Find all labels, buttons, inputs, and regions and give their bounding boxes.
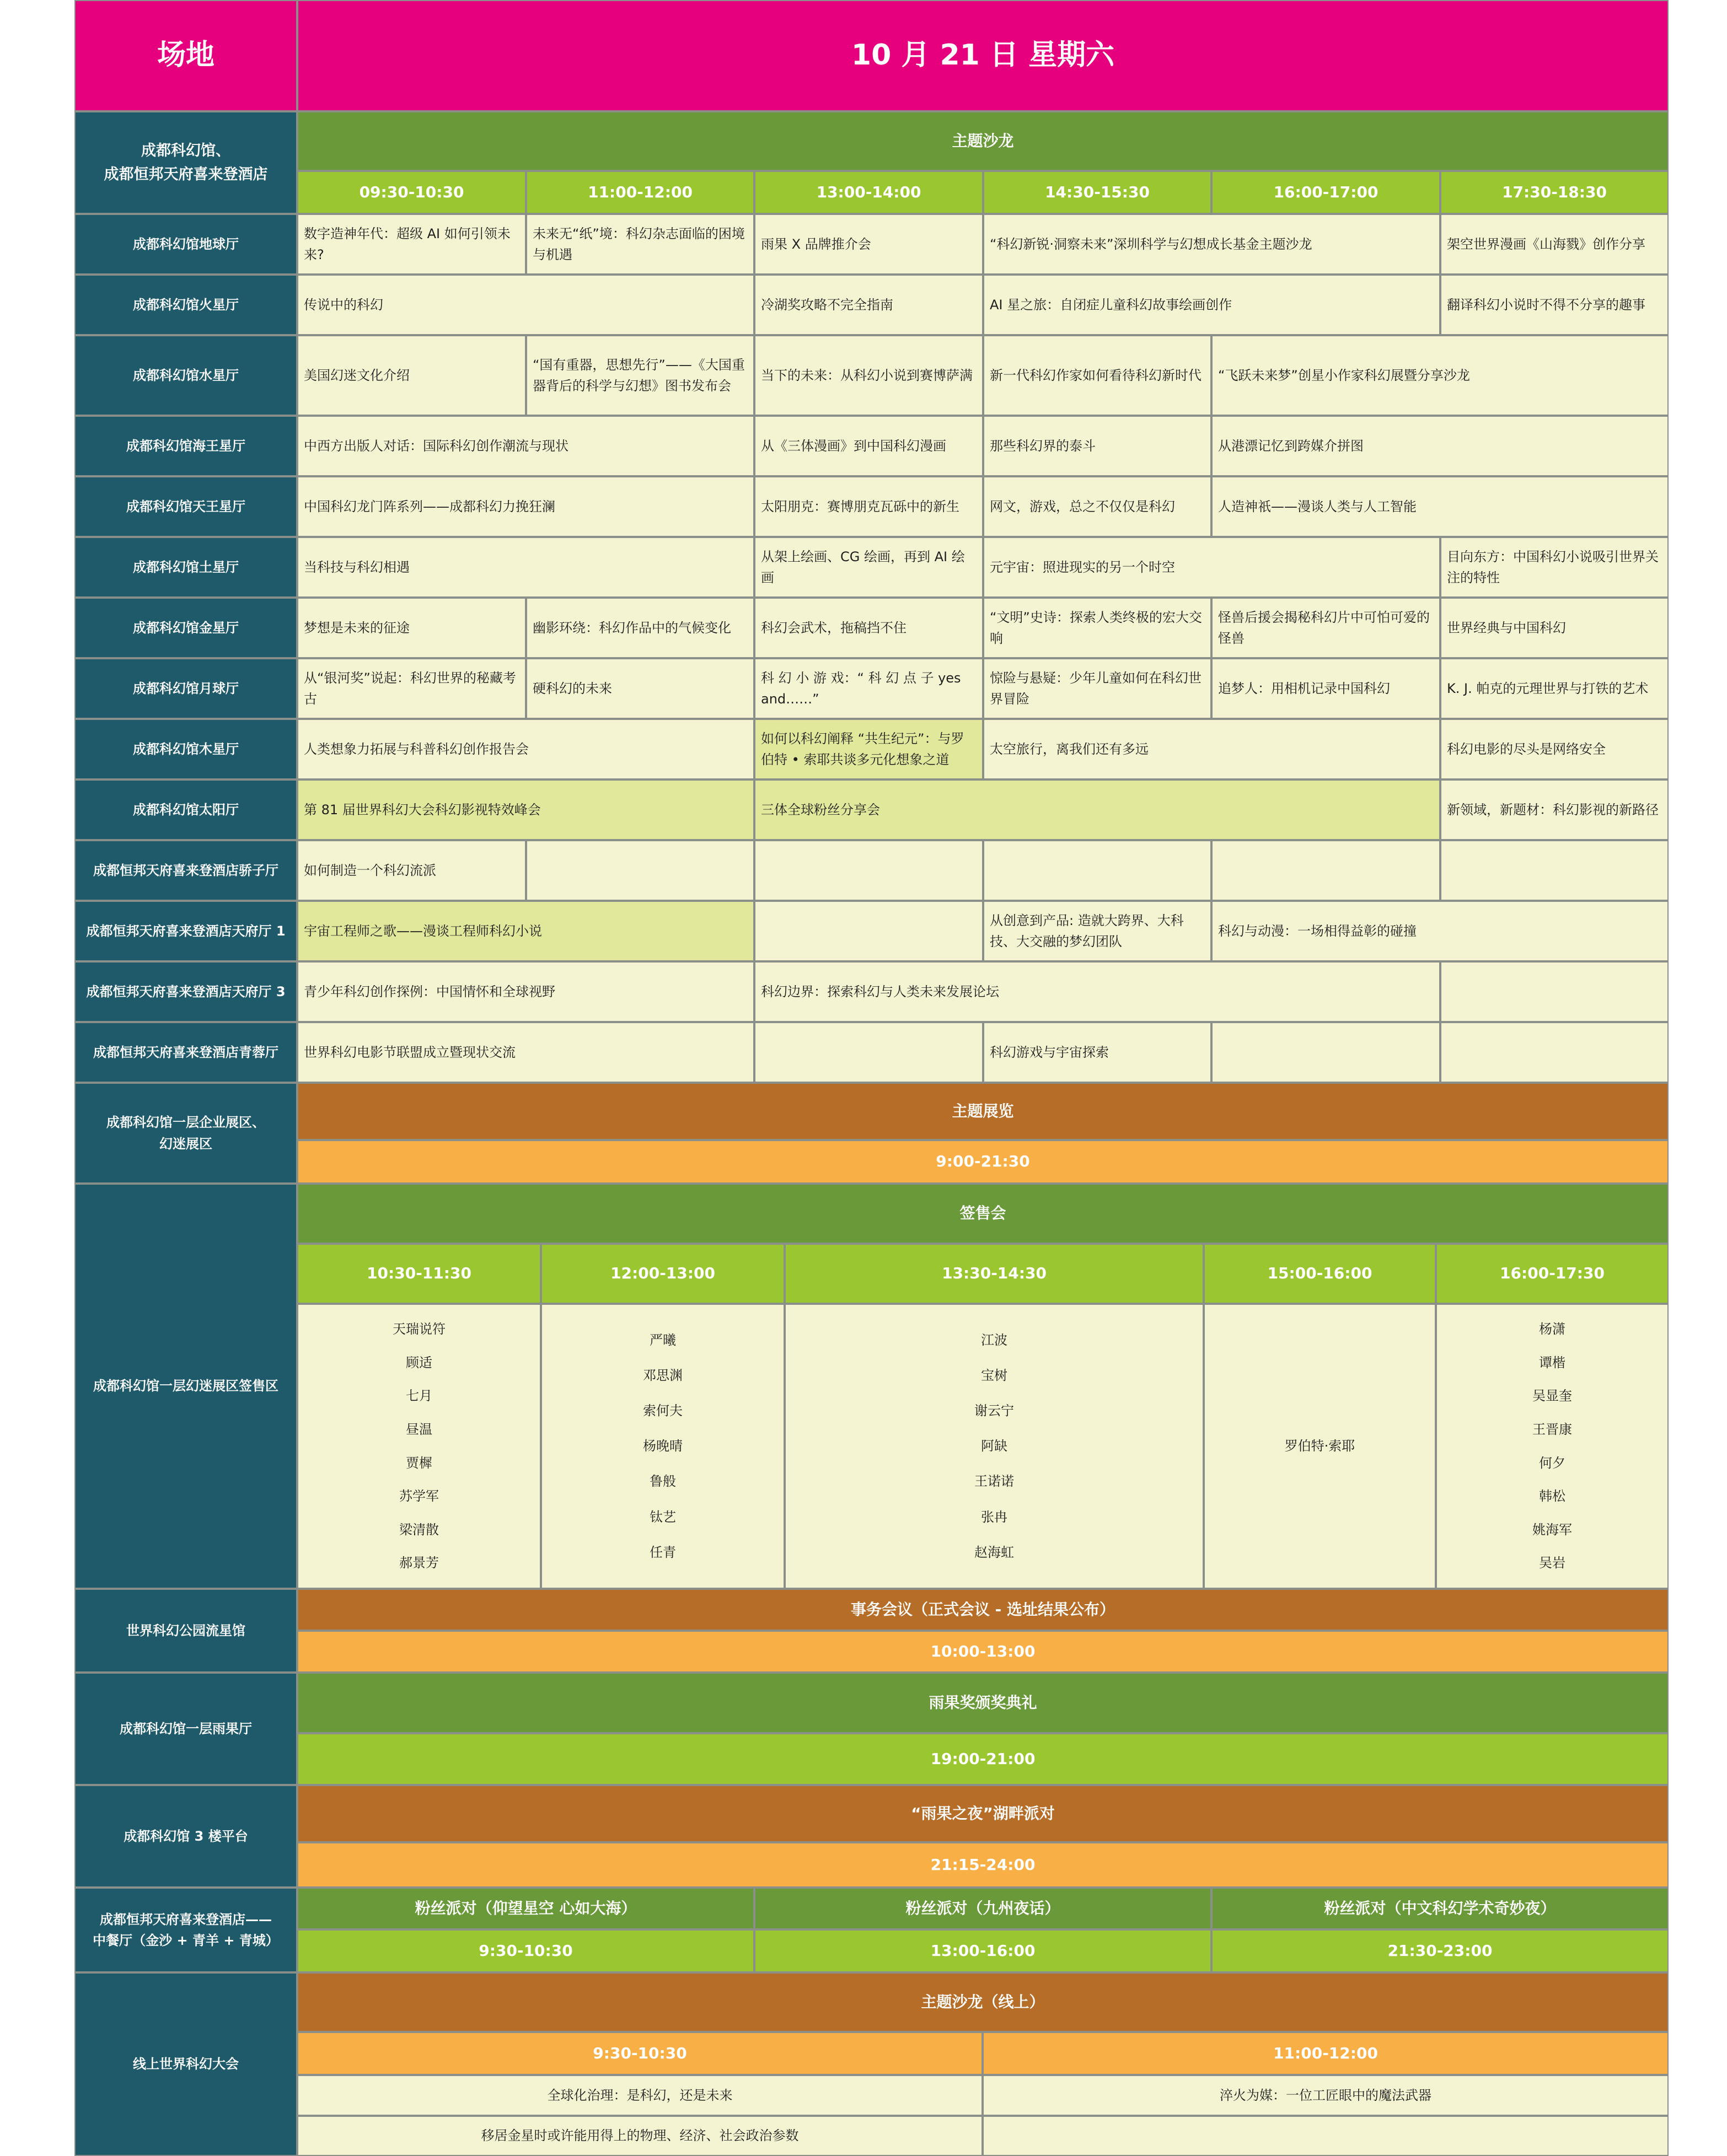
time-slot: 17:30-18:30 (1440, 171, 1669, 214)
session-cell: AI 星之旅：自闭症儿童科幻故事绘画创作 (983, 275, 1440, 335)
venue-label: 成都科幻馆海王星厅 (74, 416, 297, 476)
session-cell: 世界科幻电影节联盟成立暨现状交流 (297, 1022, 754, 1083)
session-cell: 太阳朋克：赛博朋克瓦砾中的新生 (754, 476, 983, 537)
session-cell: 硬科幻的未来 (526, 658, 754, 719)
author-name: 天瑞说符 (393, 1321, 446, 1337)
session-cell: “飞跃未来梦”创星小作家科幻展暨分享沙龙 (1211, 335, 1669, 416)
session-cell: 中国科幻龙门阵系列——成都科幻力挽狂澜 (297, 476, 754, 537)
session-cell: 未来无“纸”境：科幻杂志面临的困境与机遇 (526, 214, 754, 275)
hugo-ceremony-title: 雨果奖颁奖典礼 (297, 1673, 1669, 1733)
session-cell: 架空世界漫画《山海戮》创作分享 (1440, 214, 1669, 275)
time-slot: 11:00-12:00 (526, 171, 754, 214)
author-name: 昼温 (406, 1421, 432, 1437)
venue-label: 成都恒邦天府喜来登酒店骄子厅 (74, 840, 297, 901)
author-name: 邓思渊 (643, 1368, 683, 1384)
author-name: 鲁般 (650, 1474, 676, 1490)
empty-cell (754, 1022, 983, 1083)
author-name: 张冉 (981, 1509, 1007, 1525)
session-cell: 元宇宙：照进现实的另一个时空 (983, 537, 1440, 598)
hugo-ceremony-time: 19:00-21:00 (297, 1733, 1669, 1785)
author-name: 何夕 (1539, 1455, 1565, 1471)
author-name: 谢云宁 (974, 1403, 1014, 1419)
time-slot: 13:00-14:00 (754, 171, 983, 214)
venue-label: 成都科幻馆水星厅 (74, 335, 297, 416)
party-title: “雨果之夜”湖畔派对 (297, 1785, 1669, 1842)
party-time: 21:15-24:00 (297, 1842, 1669, 1888)
author-name: 谭楷 (1539, 1354, 1565, 1370)
venue-label: 成都科幻馆、 成都恒邦天府喜来登酒店 (74, 111, 297, 214)
venue-label: 成都恒邦天府喜来登酒店天府厅 3 (74, 961, 297, 1022)
venue-label: 成都科幻馆 3 楼平台 (74, 1785, 297, 1888)
author-name: 王晋康 (1532, 1421, 1572, 1437)
venue-label: 成都恒邦天府喜来登酒店—— 中餐厅（金沙 + 青羊 + 青城） (74, 1888, 297, 1972)
author-name: 杨潇 (1539, 1321, 1565, 1337)
session-cell: 科幻边界：探索科幻与人类未来发展论坛 (754, 961, 1440, 1022)
author-name: 索何夫 (643, 1403, 683, 1419)
business-meeting-title: 事务会议（正式会议 - 选址结果公布） (297, 1589, 1669, 1631)
venue-label: 成都科幻馆木星厅 (74, 719, 297, 779)
session-cell: 追梦人：用相机记录中国科幻 (1211, 658, 1440, 719)
signing-title: 签售会 (297, 1184, 1669, 1244)
author-name: 韩松 (1539, 1488, 1565, 1504)
session-cell: 当下的未来：从科幻小说到赛博萨满 (754, 335, 983, 416)
session-cell: 怪兽后援会揭秘科幻片中可怕可爱的怪兽 (1211, 598, 1440, 658)
session-cell: 那些科幻界的泰斗 (983, 416, 1211, 476)
session-cell: 梦想是未来的征途 (297, 598, 526, 658)
author-name: 杨晚晴 (643, 1438, 683, 1454)
business-meeting-time: 10:00-13:00 (297, 1631, 1669, 1673)
schedule-table (74, 0, 1669, 2156)
author-name: 七月 (406, 1388, 432, 1404)
author-list (785, 1304, 1204, 1589)
venue-label: 成都科幻馆一层幻迷展区签售区 (74, 1184, 297, 1589)
time-slot: 09:30-10:30 (297, 171, 526, 214)
session-cell: 冷湖奖攻略不完全指南 (754, 275, 983, 335)
session-cell: 三体全球粉丝分享会 (754, 779, 1440, 840)
session-cell: 从创意到产品: 造就大跨界、大科技、大交融的梦幻团队 (983, 901, 1211, 961)
session-cell: 数字造神年代：超级 AI 如何引领未来? (297, 214, 526, 275)
author-name: 赵海虹 (974, 1544, 1014, 1560)
session-cell: 科幻电影的尽头是网络安全 (1440, 719, 1669, 779)
session-cell: 雨果 X 品牌推介会 (754, 214, 983, 275)
author-name: 吴岩 (1539, 1555, 1565, 1571)
empty-cell (754, 840, 983, 901)
venue-label: 成都科幻馆一层雨果厅 (74, 1673, 297, 1785)
session-cell: “国有重器，思想先行”——《大国重器背后的科学与幻想》图书发布会 (526, 335, 754, 416)
empty-cell (983, 2116, 1669, 2156)
session-cell: 美国幻迷文化介绍 (297, 335, 526, 416)
session-cell: “文明”史诗：探索人类终极的宏大交响 (983, 598, 1211, 658)
author-list (297, 1304, 541, 1589)
author-list (1204, 1304, 1436, 1589)
online-session: 移居金星时或许能用得上的物理、经济、社会政治参数 (297, 2116, 983, 2156)
author-name: 苏学军 (399, 1488, 439, 1504)
venue-label: 线上世界科幻大会 (74, 1972, 297, 2156)
session-cell: 科幻会武术，拖稿挡不住 (754, 598, 983, 658)
author-name: 任青 (650, 1544, 676, 1560)
session-cell: 当科技与科幻相遇 (297, 537, 754, 598)
session-cell: 中西方出版人对话：国际科幻创作潮流与现状 (297, 416, 754, 476)
empty-cell (1211, 840, 1440, 901)
online-session: 全球化治理：是科幻，还是未来 (297, 2075, 983, 2116)
fan-party-time: 9:30-10:30 (297, 1929, 754, 1972)
session-cell: 人类想象力拓展与科普科幻创作报告会 (297, 719, 754, 779)
session-cell: 从“银河奖”说起：科幻世界的秘藏考古 (297, 658, 526, 719)
session-cell: 新一代科幻作家如何看待科幻新时代 (983, 335, 1211, 416)
time-slot: 10:30-11:30 (297, 1244, 541, 1304)
venue-label: 成都科幻馆太阳厅 (74, 779, 297, 840)
session-cell: 如何以科幻阐释 “共生纪元”：与罗伯特 • 索耶共谈多元化想象之道 (754, 719, 983, 779)
time-slot: 16:00-17:30 (1436, 1244, 1669, 1304)
author-list (1436, 1304, 1669, 1589)
author-name: 钛艺 (650, 1509, 676, 1525)
session-cell: 如何制造一个科幻流派 (297, 840, 526, 901)
online-salon-title: 主题沙龙（线上） (297, 1972, 1669, 2032)
session-cell: 目向东方：中国科幻小说吸引世界关注的特性 (1440, 537, 1669, 598)
time-slot: 15:00-16:00 (1204, 1244, 1436, 1304)
empty-cell (1440, 840, 1669, 901)
session-cell: 从架上绘画、CG 绘画，再到 AI 绘画 (754, 537, 983, 598)
session-cell: 科幻与动漫：一场相得益彰的碰撞 (1211, 901, 1669, 961)
author-name: 严曦 (650, 1332, 676, 1348)
fan-party-time: 21:30-23:00 (1211, 1929, 1669, 1972)
empty-cell (1211, 1022, 1440, 1083)
empty-cell (983, 840, 1211, 901)
online-session: 淬火为媒：一位工匠眼中的魔法武器 (983, 2075, 1669, 2116)
venue-label: 成都恒邦天府喜来登酒店天府厅 1 (74, 901, 297, 961)
venue-label: 成都科幻馆一层企业展区、 幻迷展区 (74, 1083, 297, 1184)
session-cell: 从港漂记忆到跨媒介拼图 (1211, 416, 1669, 476)
exhibition-time: 9:00-21:30 (297, 1140, 1669, 1184)
author-name: 顾适 (406, 1354, 432, 1370)
venue-label: 成都科幻馆天王星厅 (74, 476, 297, 537)
session-cell: 科 幻 小 游 戏：“ 科 幻 点 子 yes and……” (754, 658, 983, 719)
author-name: 阿缺 (981, 1438, 1007, 1454)
time-slot: 12:00-13:00 (541, 1244, 785, 1304)
author-name: 梁清散 (399, 1521, 439, 1537)
venue-label: 世界科幻公园流星馆 (74, 1589, 297, 1673)
venue-label: 成都恒邦天府喜来登酒店青蓉厅 (74, 1022, 297, 1083)
fan-party-title: 粉丝派对（中文科幻学术奇妙夜） (1211, 1888, 1669, 1929)
session-cell: 科幻游戏与宇宙探索 (983, 1022, 1211, 1083)
author-name: 罗伯特·索耶 (1284, 1438, 1355, 1454)
empty-cell (1440, 1022, 1669, 1083)
session-cell: 翻译科幻小说时不得不分享的趣事 (1440, 275, 1669, 335)
venue-column-header: 场地 (74, 0, 297, 111)
author-name: 江波 (981, 1332, 1007, 1348)
time-slot: 14:30-15:30 (983, 171, 1211, 214)
empty-cell (1440, 961, 1669, 1022)
session-cell: 幽影环绕：科幻作品中的气候变化 (526, 598, 754, 658)
author-name: 王诺诺 (974, 1474, 1014, 1490)
empty-cell (754, 901, 983, 961)
time-slot: 13:30-14:30 (785, 1244, 1204, 1304)
fan-party-title: 粉丝派对（仰望星空 心如大海） (297, 1888, 754, 1929)
exhibition-title: 主题展览 (297, 1083, 1669, 1140)
session-cell: 惊险与悬疑：少年儿童如何在科幻世界冒险 (983, 658, 1211, 719)
session-cell: 宇宙工程师之歌——漫谈工程师科幻小说 (297, 901, 754, 961)
session-cell: 新领域，新题材：科幻影视的新路径 (1440, 779, 1669, 840)
online-time-slot: 9:30-10:30 (297, 2032, 983, 2075)
session-cell: K. J. 帕克的元理世界与打铁的艺术 (1440, 658, 1669, 719)
session-cell: “科幻新锐·洞察未来”深圳科学与幻想成长基金主题沙龙 (983, 214, 1440, 275)
venue-label: 成都科幻馆月球厅 (74, 658, 297, 719)
venue-label: 成都科幻馆地球厅 (74, 214, 297, 275)
session-cell: 太空旅行，离我们还有多远 (983, 719, 1440, 779)
author-list (541, 1304, 785, 1589)
empty-cell (526, 840, 754, 901)
session-cell: 从《三体漫画》到中国科幻漫画 (754, 416, 983, 476)
venue-label: 成都科幻馆金星厅 (74, 598, 297, 658)
online-time-slot: 11:00-12:00 (983, 2032, 1669, 2075)
session-cell: 网文，游戏，总之不仅仅是科幻 (983, 476, 1211, 537)
venue-label: 成都科幻馆火星厅 (74, 275, 297, 335)
salon-title: 主题沙龙 (297, 111, 1669, 171)
session-cell: 世界经典与中国科幻 (1440, 598, 1669, 658)
session-cell: 青少年科幻创作探例：中国情怀和全球视野 (297, 961, 754, 1022)
venue-label: 成都科幻馆土星厅 (74, 537, 297, 598)
fan-party-time: 13:00-16:00 (754, 1929, 1211, 1972)
author-name: 郝景芳 (399, 1555, 439, 1571)
session-cell: 传说中的科幻 (297, 275, 754, 335)
session-cell: 第 81 届世界科幻大会科幻影视特效峰会 (297, 779, 754, 840)
author-name: 姚海军 (1532, 1521, 1572, 1537)
date-header: 10 月 21 日 星期六 (297, 0, 1669, 111)
author-name: 吴显奎 (1532, 1388, 1572, 1404)
author-name: 贾樨 (406, 1455, 432, 1471)
author-name: 宝树 (981, 1368, 1007, 1384)
time-slot: 16:00-17:00 (1211, 171, 1440, 214)
fan-party-title: 粉丝派对（九州夜话） (754, 1888, 1211, 1929)
session-cell: 人造神祇——漫谈人类与人工智能 (1211, 476, 1669, 537)
